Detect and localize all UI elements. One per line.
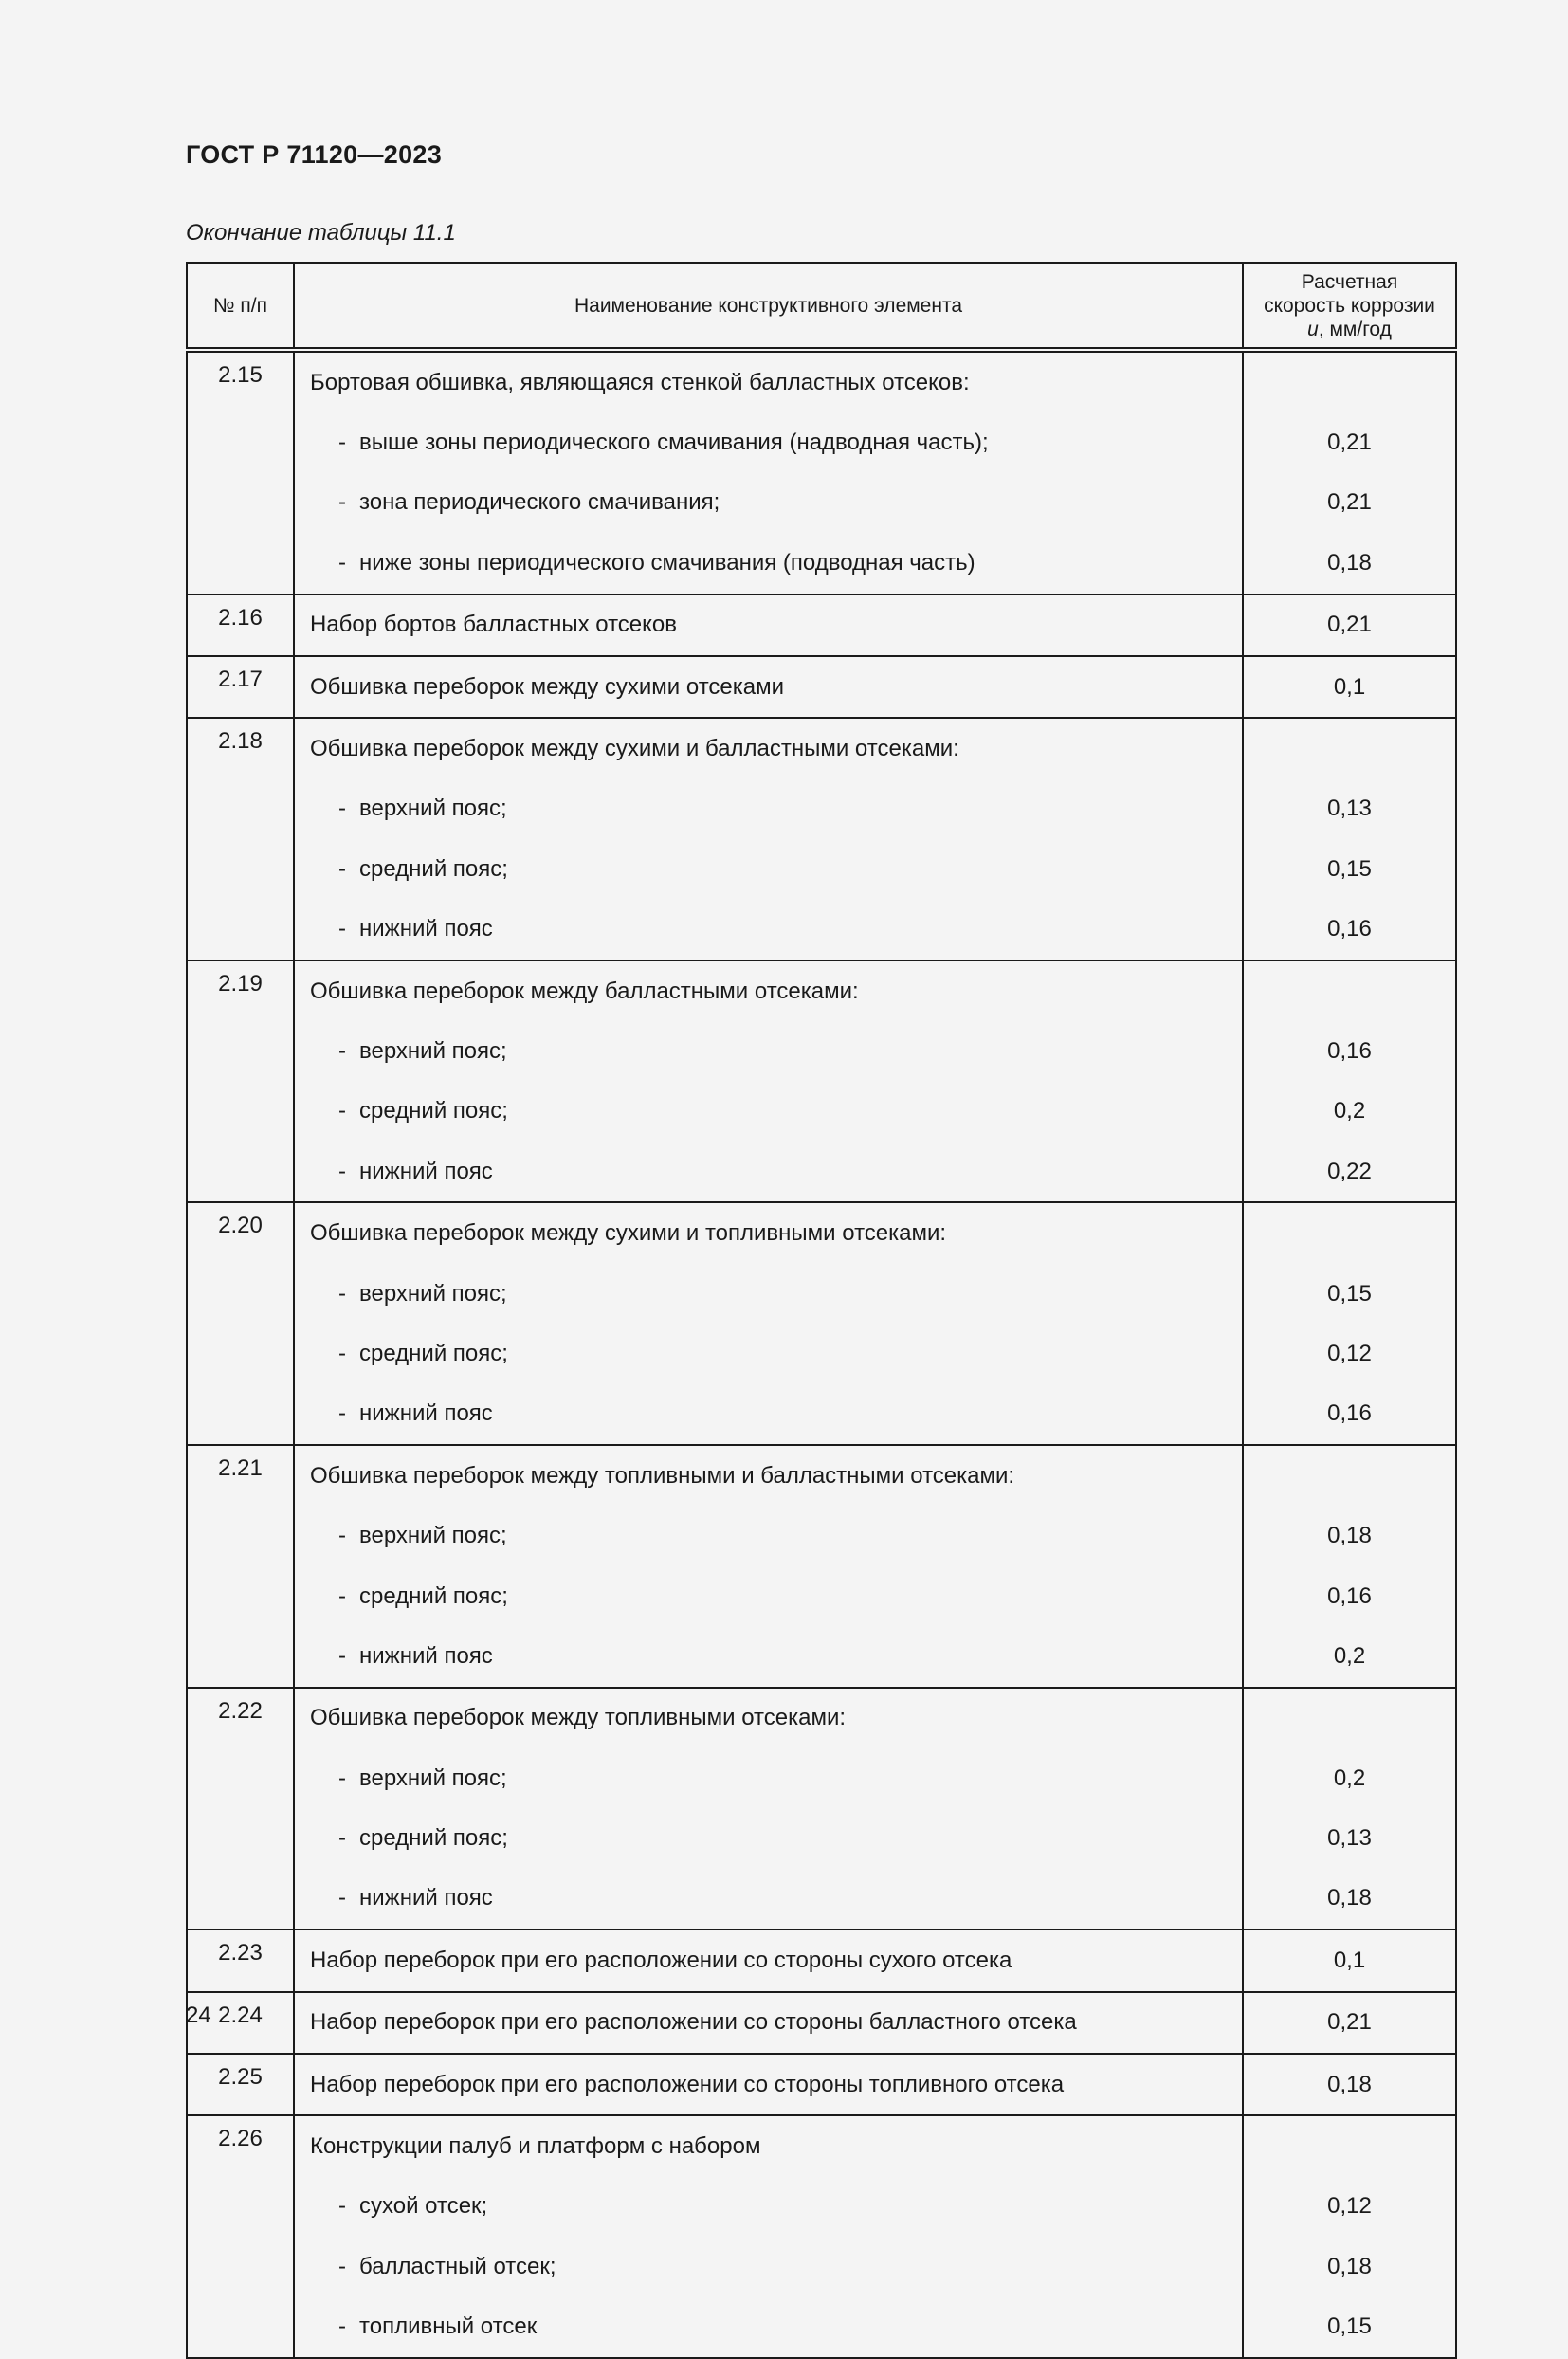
name-text: средний пояс; <box>359 1340 508 1366</box>
name-text: выше зоны периодического смачивания (надводная часть); <box>359 430 989 456</box>
name-text: Обшивка переборок между сухими и топливными отсеками: <box>310 1220 947 1247</box>
element-name <box>294 1929 1243 1991</box>
row-number <box>187 1324 294 1383</box>
sub-item-name <box>294 1506 1243 1565</box>
corrosion-rate-value <box>1243 350 1456 412</box>
rate-unit-symbol: u <box>1307 318 1319 340</box>
row-number <box>187 2297 294 2358</box>
row-number <box>187 2237 294 2296</box>
sub-item-name <box>294 2297 1243 2358</box>
table-caption: Окончание таблицы 11.1 <box>186 220 456 246</box>
row-number: 2.22 <box>187 1688 294 1748</box>
table-row <box>187 1688 1456 1748</box>
column-header-num: № п/п <box>187 263 294 350</box>
corrosion-rate-value: 0,18 <box>1243 2054 1456 2115</box>
table-row <box>187 1324 1456 1383</box>
corrosion-rate-value: 0,13 <box>1243 1808 1456 1868</box>
sub-item-name <box>294 900 1243 960</box>
sub-item-name <box>294 1021 1243 1081</box>
table-row <box>187 1566 1456 1626</box>
list-dash: - <box>338 1885 346 1911</box>
sub-item-name <box>294 1324 1243 1383</box>
corrosion-rate-value: 0,21 <box>1243 473 1456 533</box>
name-text: верхний пояс; <box>359 1765 507 1791</box>
element-name <box>294 656 1243 718</box>
list-dash: - <box>338 795 346 822</box>
sub-item-name <box>294 1142 1243 1202</box>
row-number <box>187 1869 294 1929</box>
list-dash: - <box>338 1582 346 1609</box>
corrosion-rate-value <box>1243 1202 1456 1263</box>
corrosion-rate-value: 0,12 <box>1243 2177 1456 2237</box>
name-text: нижний пояс <box>359 1885 493 1911</box>
name-text: ниже зоны периодического смачивания (подводная часть) <box>359 549 975 576</box>
table-row <box>187 718 1456 778</box>
sub-item-name <box>294 779 1243 839</box>
table-row <box>187 656 1456 718</box>
name-text: верхний пояс; <box>359 1037 507 1064</box>
name-text: Обшивка переборок между балластными отсеками: <box>310 978 859 1004</box>
sub-item-name <box>294 1748 1243 1808</box>
corrosion-rate-value: 0,2 <box>1243 1082 1456 1142</box>
corrosion-rate-value: 0,2 <box>1243 1748 1456 1808</box>
table-row <box>187 594 1456 656</box>
table-body <box>187 350 1456 2358</box>
row-number <box>187 1626 294 1687</box>
corrosion-rate-value <box>1243 960 1456 1021</box>
row-number: 2.17 <box>187 656 294 718</box>
name-text: Набор бортов балластных отсеков <box>310 612 678 638</box>
table-row <box>187 1202 1456 1263</box>
element-name <box>294 960 1243 1021</box>
sub-item-name <box>294 533 1243 594</box>
element-name <box>294 1992 1243 2054</box>
table-row <box>187 1808 1456 1868</box>
table-row <box>187 2177 1456 2237</box>
corrosion-rate-value: 0,16 <box>1243 1566 1456 1626</box>
element-name <box>294 1202 1243 1263</box>
table-row <box>187 900 1456 960</box>
element-name <box>294 718 1243 778</box>
corrosion-rate-value: 0,15 <box>1243 1264 1456 1324</box>
corrosion-rate-value: 0,16 <box>1243 1021 1456 1081</box>
list-dash: - <box>338 916 346 942</box>
table-row <box>187 1021 1456 1081</box>
name-text: Обшивка переборок между топливными отсеками: <box>310 1705 847 1731</box>
corrosion-rate-value: 0,16 <box>1243 1384 1456 1445</box>
table-row <box>187 1929 1456 1991</box>
name-text: Набор переборок при его расположении со стороны топливного отсека <box>310 2071 1065 2097</box>
table-row <box>187 1748 1456 1808</box>
corrosion-rate-value: 0,16 <box>1243 900 1456 960</box>
row-number: 2.18 <box>187 718 294 778</box>
page-number: 24 <box>186 2002 211 2028</box>
corrosion-rate-value: 0,2 <box>1243 1626 1456 1687</box>
name-text: средний пояс; <box>359 1582 508 1609</box>
list-dash: - <box>338 489 346 516</box>
corrosion-rate-value: 0,18 <box>1243 1869 1456 1929</box>
rate-header-line1: Расчетная <box>1301 270 1398 293</box>
name-text: балластный отсек; <box>359 2253 556 2279</box>
table-row <box>187 779 1456 839</box>
list-dash: - <box>338 430 346 456</box>
row-number <box>187 900 294 960</box>
name-text: Бортовая обшивка, являющаяся стенкой балластных отсеков: <box>310 369 970 395</box>
name-text: сухой отсек; <box>359 2193 488 2220</box>
table-row <box>187 1384 1456 1445</box>
row-number <box>187 1506 294 1565</box>
name-text: Набор переборок при его расположении со стороны сухого отсека <box>310 1947 1012 1973</box>
corrosion-rate-value: 0,13 <box>1243 779 1456 839</box>
row-number: 2.23 <box>187 1929 294 1991</box>
name-text: Набор переборок при его расположении со стороны балластного отсека <box>310 2009 1077 2036</box>
table-row <box>187 2237 1456 2296</box>
list-dash: - <box>338 2253 346 2279</box>
column-header-rate <box>1243 263 1456 350</box>
row-number: 2.15 <box>187 350 294 412</box>
sub-item-name <box>294 1384 1243 1445</box>
row-number <box>187 473 294 533</box>
list-dash: - <box>338 1340 346 1366</box>
list-dash: - <box>338 1037 346 1064</box>
sub-item-name <box>294 2237 1243 2296</box>
rate-header-line2: скорость коррозии <box>1264 294 1435 317</box>
table-row <box>187 412 1456 472</box>
corrosion-rate-value <box>1243 718 1456 778</box>
name-text: нижний пояс <box>359 916 493 942</box>
row-number: 2.26 <box>187 2115 294 2176</box>
table-row <box>187 1082 1456 1142</box>
element-name <box>294 1688 1243 1748</box>
name-text: средний пояс; <box>359 855 508 882</box>
sub-item-name <box>294 1566 1243 1626</box>
corrosion-rate-value <box>1243 1688 1456 1748</box>
list-dash: - <box>338 1765 346 1791</box>
corrosion-rate-value <box>1243 1445 1456 1506</box>
name-text: Обшивка переборок между сухими отсеками <box>310 673 785 700</box>
table-header-row <box>187 263 1456 350</box>
document-title: ГОСТ Р 71120—2023 <box>186 140 443 169</box>
table-row <box>187 350 1456 412</box>
corrosion-rate-value: 0,1 <box>1243 1929 1456 1991</box>
name-text: верхний пояс; <box>359 795 507 822</box>
rate-unit: , мм/год <box>1318 318 1392 340</box>
table-row <box>187 533 1456 594</box>
corrosion-rate-value: 0,12 <box>1243 1324 1456 1383</box>
list-dash: - <box>338 2193 346 2220</box>
corrosion-rate-value: 0,21 <box>1243 594 1456 656</box>
row-number <box>187 1264 294 1324</box>
row-number <box>187 533 294 594</box>
list-dash: - <box>338 2313 346 2340</box>
list-dash: - <box>338 855 346 882</box>
row-number <box>187 1082 294 1142</box>
list-dash: - <box>338 1280 346 1307</box>
corrosion-rate-value: 0,21 <box>1243 412 1456 472</box>
list-dash: - <box>338 1158 346 1184</box>
row-number <box>187 1021 294 1081</box>
list-dash: - <box>338 1098 346 1125</box>
list-dash: - <box>338 1400 346 1427</box>
table-row <box>187 473 1456 533</box>
row-number: 2.24 <box>187 1992 294 2054</box>
row-number <box>187 1808 294 1868</box>
name-text: нижний пояс <box>359 1400 493 1427</box>
sub-item-name <box>294 473 1243 533</box>
corrosion-rate-table <box>186 262 1457 2359</box>
corrosion-rate-value: 0,18 <box>1243 533 1456 594</box>
row-number <box>187 2177 294 2237</box>
element-name <box>294 350 1243 412</box>
table-row <box>187 1506 1456 1565</box>
table-row <box>187 1992 1456 2054</box>
name-text: Обшивка переборок между топливными и балластными отсеками: <box>310 1462 1015 1489</box>
sub-item-name <box>294 2177 1243 2237</box>
list-dash: - <box>338 1523 346 1549</box>
row-number <box>187 1566 294 1626</box>
row-number: 2.25 <box>187 2054 294 2115</box>
sub-item-name <box>294 1869 1243 1929</box>
table-row <box>187 960 1456 1021</box>
name-text: средний пояс; <box>359 1098 508 1125</box>
table-row <box>187 1869 1456 1929</box>
corrosion-rate-value: 0,22 <box>1243 1142 1456 1202</box>
table-row <box>187 1445 1456 1506</box>
table-row <box>187 2115 1456 2176</box>
name-text: топливный отсек <box>359 2313 538 2340</box>
row-number <box>187 1142 294 1202</box>
row-number <box>187 1384 294 1445</box>
corrosion-rate-value: 0,18 <box>1243 1506 1456 1565</box>
name-text: зона периодического смачивания; <box>359 489 720 516</box>
name-text: Конструкции палуб и платформ с набором <box>310 2133 761 2160</box>
sub-item-name <box>294 1626 1243 1687</box>
row-number: 2.21 <box>187 1445 294 1506</box>
corrosion-rate-value: 0,18 <box>1243 2237 1456 2296</box>
element-name <box>294 2054 1243 2115</box>
table-row <box>187 2054 1456 2115</box>
corrosion-rate-value: 0,1 <box>1243 656 1456 718</box>
corrosion-rate-value <box>1243 2115 1456 2176</box>
corrosion-rate-value: 0,15 <box>1243 2297 1456 2358</box>
name-text: верхний пояс; <box>359 1280 507 1307</box>
sub-item-name <box>294 1808 1243 1868</box>
sub-item-name <box>294 1082 1243 1142</box>
table-row <box>187 839 1456 899</box>
corrosion-rate-value: 0,21 <box>1243 1992 1456 2054</box>
row-number <box>187 839 294 899</box>
element-name <box>294 1445 1243 1506</box>
table-row <box>187 1626 1456 1687</box>
sub-item-name <box>294 839 1243 899</box>
name-text: Обшивка переборок между сухими и балластными отсеками: <box>310 736 959 762</box>
row-number: 2.20 <box>187 1202 294 1263</box>
list-dash: - <box>338 549 346 576</box>
sub-item-name <box>294 1264 1243 1324</box>
list-dash: - <box>338 1825 346 1852</box>
list-dash: - <box>338 1642 346 1669</box>
corrosion-rate-value: 0,15 <box>1243 839 1456 899</box>
row-number: 2.19 <box>187 960 294 1021</box>
name-text: нижний пояс <box>359 1642 493 1669</box>
row-number <box>187 779 294 839</box>
table-row <box>187 2297 1456 2358</box>
name-text: верхний пояс; <box>359 1523 507 1549</box>
sub-item-name <box>294 412 1243 472</box>
row-number <box>187 412 294 472</box>
name-text: нижний пояс <box>359 1158 493 1184</box>
element-name <box>294 2115 1243 2176</box>
element-name <box>294 594 1243 656</box>
row-number <box>187 1748 294 1808</box>
row-number: 2.16 <box>187 594 294 656</box>
name-text: средний пояс; <box>359 1825 508 1852</box>
table-row <box>187 1264 1456 1324</box>
column-header-name: Наименование конструктивного элемента <box>294 263 1243 350</box>
table-row <box>187 1142 1456 1202</box>
